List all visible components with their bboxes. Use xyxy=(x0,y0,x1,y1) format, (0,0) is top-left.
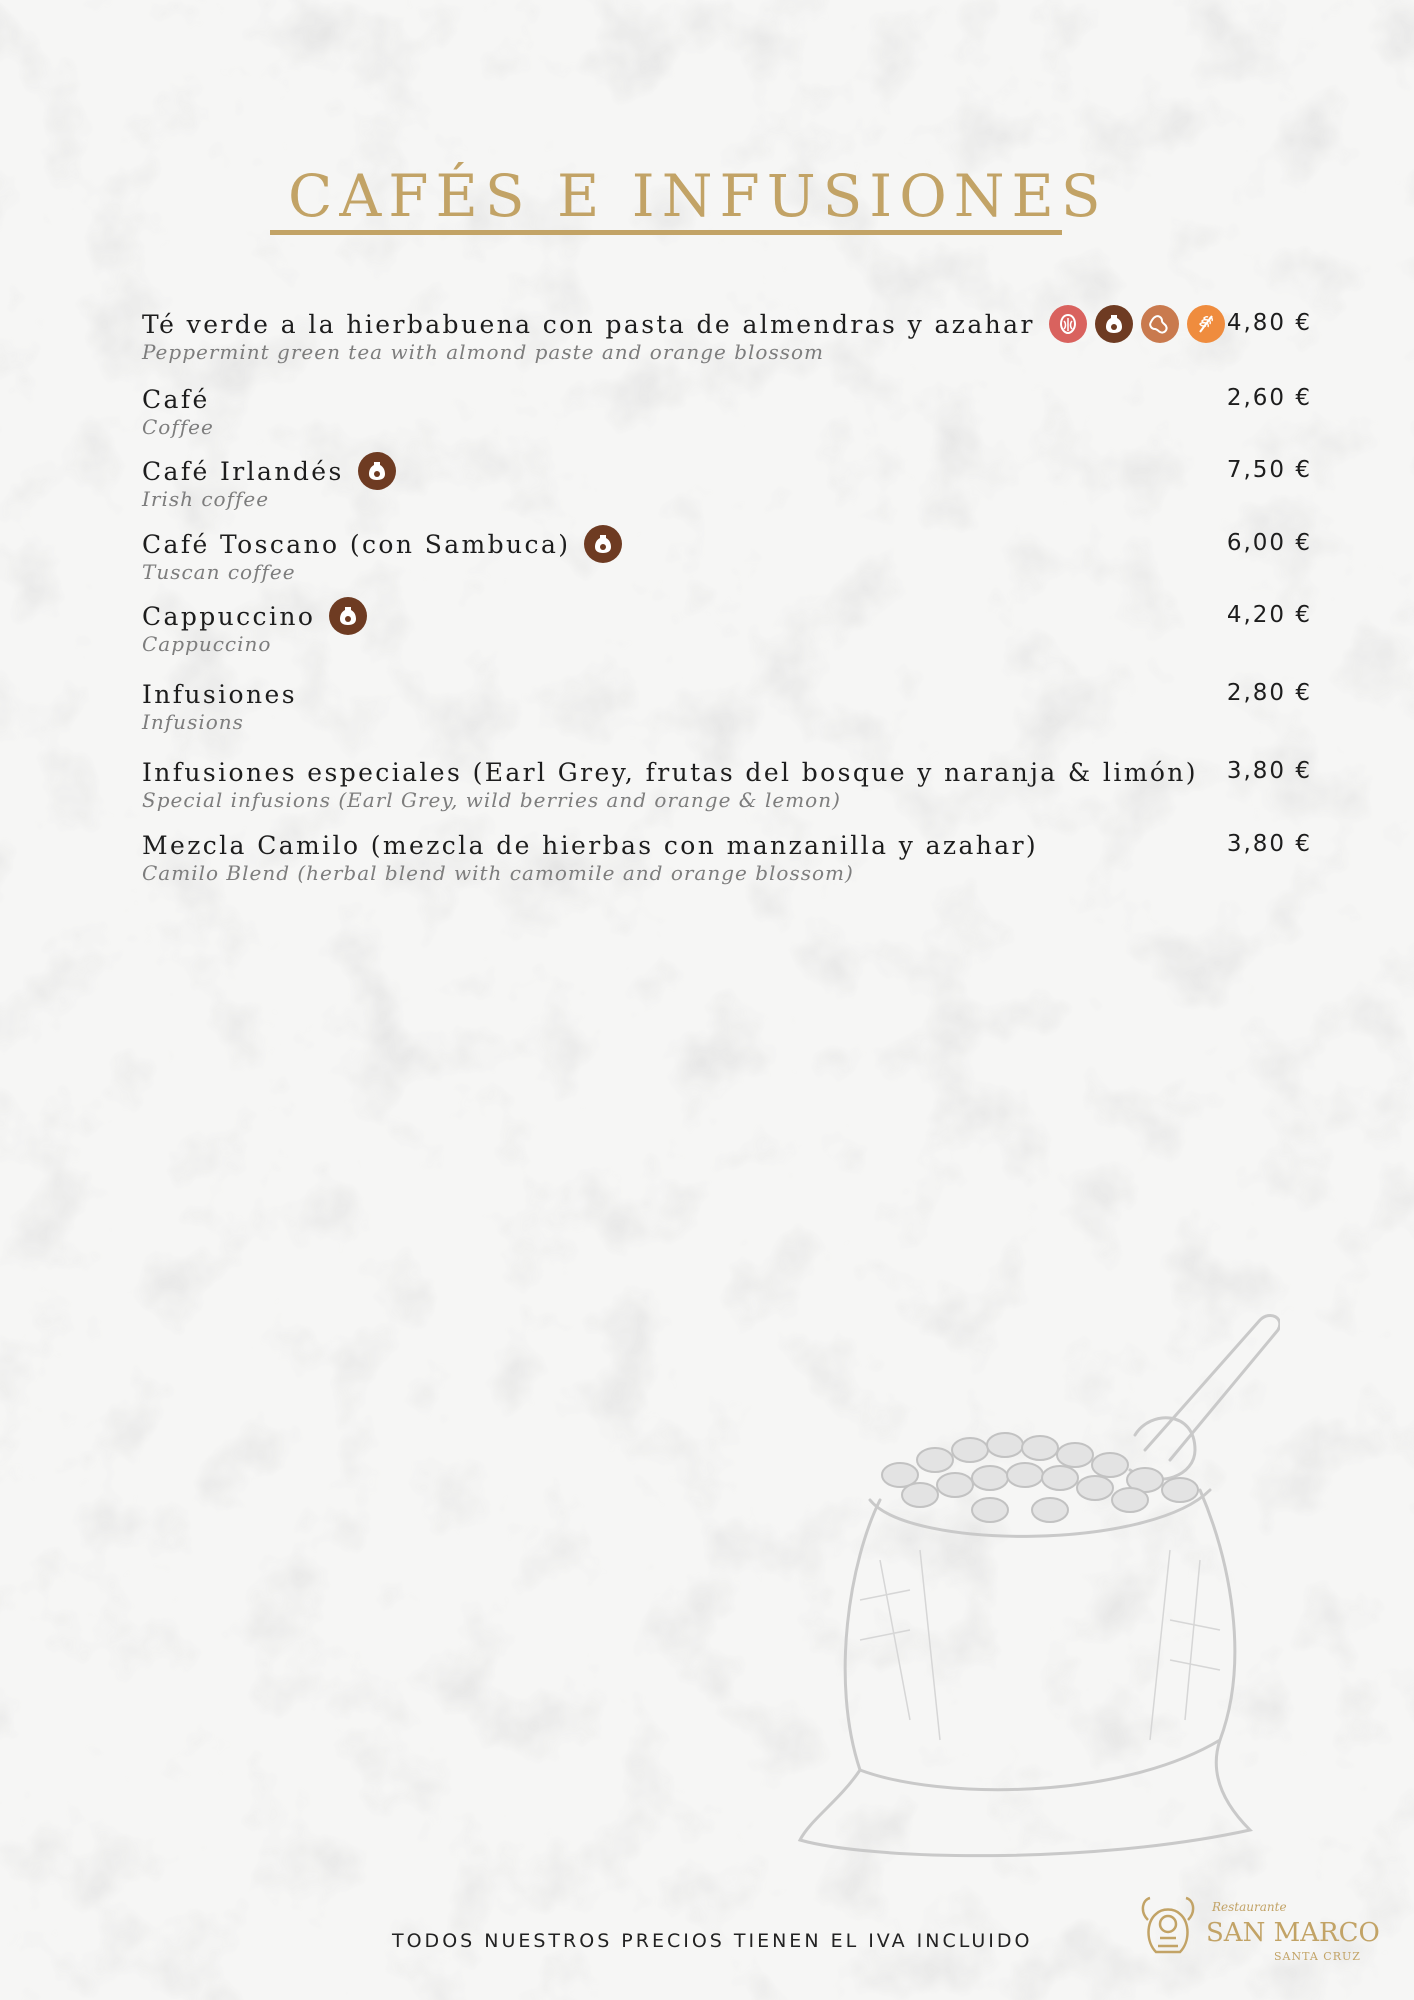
item-name: Infusiones especiales (Earl Grey, frutas del bosque y naranja & limón) xyxy=(142,757,1198,787)
item-price: 3,80 € xyxy=(1226,831,1312,857)
menu-item xyxy=(142,526,1312,584)
item-price: 4,80 € xyxy=(1226,310,1312,336)
sulphites-allergen-icon xyxy=(358,452,396,490)
menu-item xyxy=(142,754,1312,812)
item-translation: Coffee xyxy=(142,415,214,439)
page-title: CAFÉS E INFUSIONES xyxy=(288,162,1108,230)
menu-item xyxy=(142,381,1312,439)
item-price: 7,50 € xyxy=(1226,457,1312,483)
logo-brand: SAN MARCO xyxy=(1206,1918,1380,1948)
coffee-sack-illustration xyxy=(790,1300,1280,1880)
menu-item xyxy=(142,453,1312,511)
item-price: 4,20 € xyxy=(1226,602,1312,628)
sulphites-allergen-icon xyxy=(329,597,367,635)
footer-vat-note: TODOS NUESTROS PRECIOS TIENEN EL IVA INCLUIDO xyxy=(392,1930,1033,1952)
item-translation: Camilo Blend (herbal blend with camomile and orange blossom) xyxy=(142,861,854,885)
item-name: Mezcla Camilo (mezcla de hierbas con manzanilla y azahar) xyxy=(142,830,1039,860)
item-name: Café Irlandés xyxy=(142,456,344,486)
item-translation: Tuscan coffee xyxy=(142,560,296,584)
item-name: Café Toscano (con Sambuca) xyxy=(142,529,571,559)
item-translation: Peppermint green tea with almond paste and orange blossom xyxy=(142,340,824,364)
item-translation: Infusions xyxy=(142,710,244,734)
menu-item xyxy=(142,598,1312,656)
item-price: 6,00 € xyxy=(1226,530,1312,556)
item-price: 2,60 € xyxy=(1226,385,1312,411)
sulphites-allergen-icon xyxy=(1095,305,1133,343)
menu-item xyxy=(142,676,1312,734)
item-translation: Cappuccino xyxy=(142,632,272,656)
tree-nuts-allergen-icon xyxy=(1049,305,1087,343)
item-price: 3,80 € xyxy=(1226,758,1312,784)
logo-subtitle: SANTA CRUZ xyxy=(1274,1950,1361,1963)
menu-item xyxy=(142,827,1312,885)
lion-emblem-icon xyxy=(1136,1892,1200,1964)
logo-script: Restaurante xyxy=(1212,1900,1287,1914)
item-price: 2,80 € xyxy=(1226,680,1312,706)
title-underline xyxy=(270,230,1062,235)
peanuts-allergen-icon xyxy=(1141,305,1179,343)
restaurant-logo xyxy=(1136,1892,1380,1972)
allergen-icons xyxy=(329,597,367,635)
allergen-icons xyxy=(358,452,396,490)
item-name: Café xyxy=(142,384,210,414)
allergen-icons xyxy=(584,525,622,563)
item-translation: Irish coffee xyxy=(142,487,270,511)
item-translation: Special infusions (Earl Grey, wild berries and orange & lemon) xyxy=(142,788,841,812)
item-name: Té verde a la hierbabuena con pasta de almendras y azahar xyxy=(142,309,1035,339)
item-name: Cappuccino xyxy=(142,601,316,631)
item-name: Infusiones xyxy=(142,679,297,709)
menu-item xyxy=(142,306,1312,364)
sulphites-allergen-icon xyxy=(584,525,622,563)
